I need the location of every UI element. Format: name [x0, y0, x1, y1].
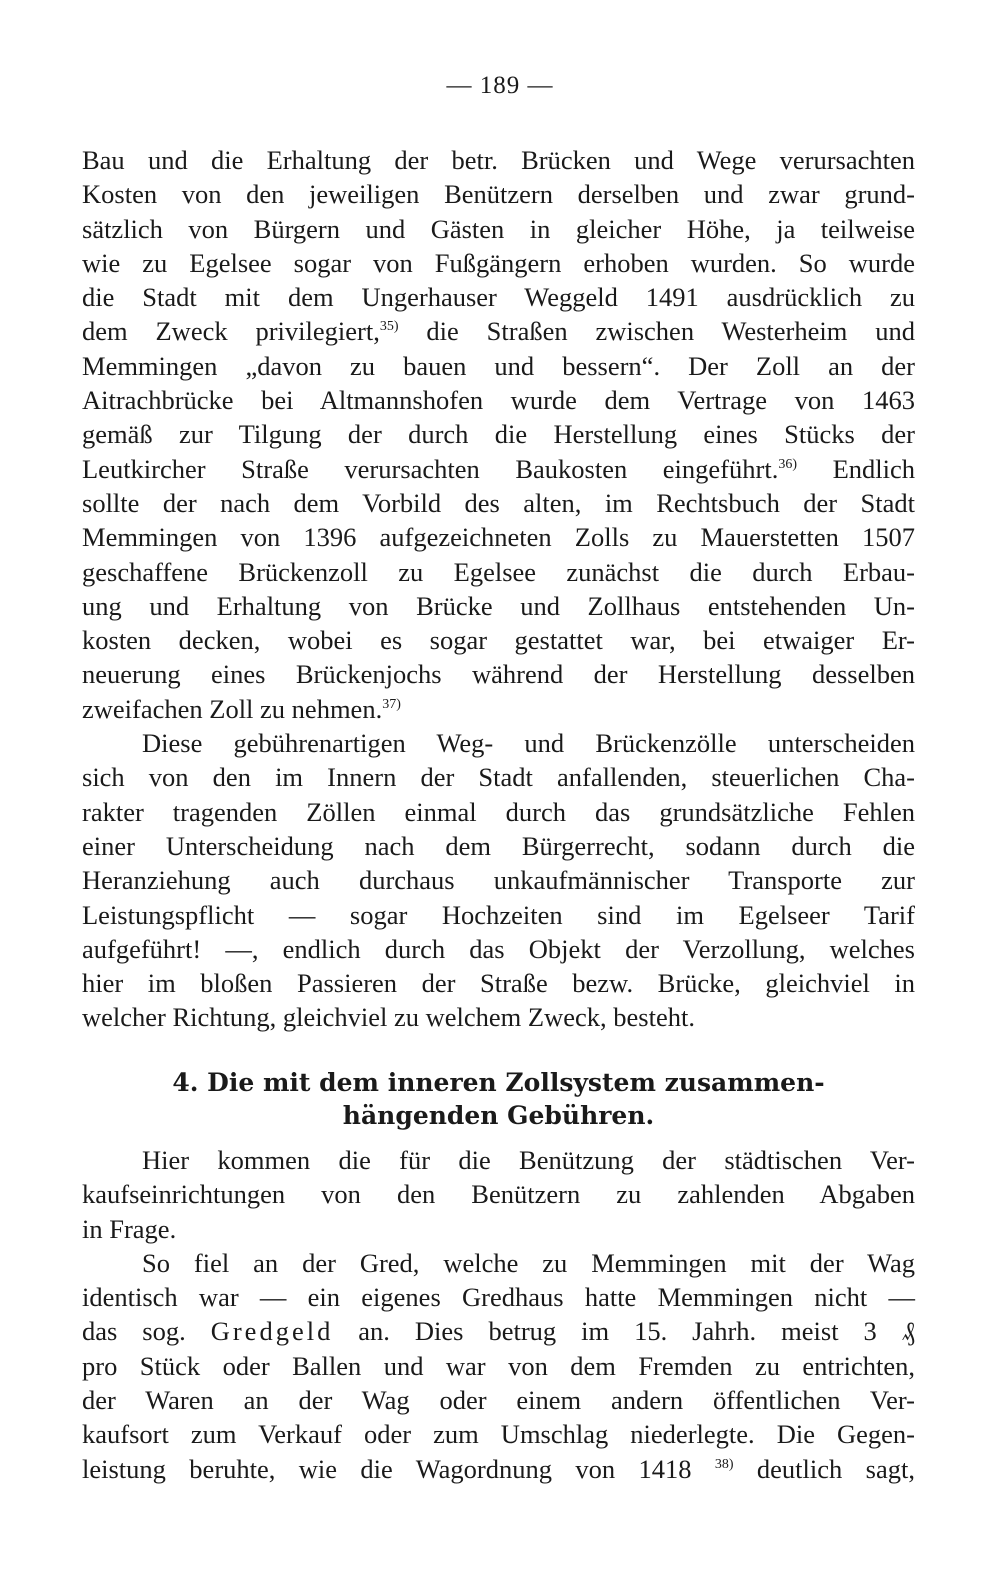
text-line: in Frage.	[82, 1213, 177, 1244]
footnote-ref-36: 36)	[778, 456, 797, 472]
section-heading	[82, 1066, 915, 1132]
text-fragment: Endlich	[797, 453, 915, 484]
text-line: sollte der nach dem Vorbild des alten, im Rechtsbuch der Stadt	[82, 487, 915, 518]
text-line: kaufseinrichtungen von den Benützern zu zahlenden Abgaben	[82, 1179, 915, 1210]
text-line: pro Stück oder Ballen und war von dem Fremden zu entrichten,	[82, 1350, 915, 1381]
text-line: neuerung eines Brückenjochs während der Herstellung desselben	[82, 659, 915, 690]
text-line: Kosten von den jeweiligen Benützern derselben und zwar grund-	[82, 179, 915, 210]
text-line: sätzlich von Bürgern und Gästen in gleicher Höhe, ja teilweise	[82, 213, 915, 244]
text-line: Hier kommen die für die Benützung der städtischen Ver-	[142, 1145, 915, 1175]
text-line: gemäß zur Tilgung der durch die Herstellung eines Stücks der	[82, 419, 915, 450]
text-line: hier im bloßen Passieren der Straße bezw. Brücke, gleichviel in	[82, 968, 915, 999]
text-line: ung und Erhaltung von Brücke und Zollhaus entstehenden Un-	[82, 590, 915, 621]
text-line	[82, 1452, 915, 1486]
footnote-ref-35: 35)	[379, 319, 399, 335]
text-line: Bau und die Erhaltung der betr. Brücken und Wege verursachten	[82, 145, 915, 175]
text-fragment: zweifachen Zoll zu nehmen.	[82, 693, 383, 724]
text-line: der Waren an der Wag oder einem andern öffentlichen Ver-	[82, 1385, 915, 1416]
text-line: welcher Richtung, gleichviel zu welchem Zweck, besteht.	[82, 1002, 695, 1033]
text-fragment: Leutkircher Straße verursachten Baukosten eingeführt.	[82, 453, 779, 484]
text-line: identisch war — ein eigenes Gredhaus hatte Memmingen nicht —	[82, 1282, 915, 1313]
text-fragment: das sog.	[82, 1316, 186, 1347]
page-number: — 189 —	[446, 72, 554, 99]
text-line: Memmingen von 1396 aufgezeichneten Zolls zu Mauerstetten 1507	[82, 522, 915, 553]
text-line: kosten decken, wobei es sogar gestattet war, bei etwaiger Er-	[82, 625, 915, 656]
footnote-ref-37: 37)	[382, 696, 401, 712]
paragraph-block-2	[82, 1143, 915, 1486]
text-line: wie zu Egelsee sogar von Fußgängern erhoben wurden. So wurde	[82, 247, 915, 278]
heading-line: 4. Die mit dem inneren Zollsystem zusammen-	[172, 1068, 825, 1097]
text-line: Heranziehung auch durchaus unkaufmännischer Transporte zur	[82, 865, 915, 896]
text-line: die Stadt mit dem Ungerhauser Weggeld 1491 ausdrücklich zu	[82, 282, 915, 313]
text-fragment: an. Dies betrug im 15. Jahrh. meist 3 ₰	[333, 1316, 916, 1347]
text-line: So fiel an der Gred, welche zu Memmingen mit der Wag	[142, 1247, 915, 1278]
text-line: kaufsort zum Verkauf oder zum Umschlag niederlegte. Die Gegen-	[82, 1419, 915, 1450]
text-line: einer Unterscheidung nach dem Bürgerrecht, sodann durch die	[82, 830, 915, 861]
emphasized-term: Gredgeld	[210, 1316, 334, 1347]
text-fragment: deutlich sagt,	[733, 1453, 915, 1484]
heading-line: hängenden Gebühren.	[342, 1101, 655, 1130]
text-line: sich von den im Innern der Stadt anfallenden, steuerlichen Cha-	[82, 762, 915, 793]
paragraph-block-1	[82, 143, 915, 1035]
text-fragment: die Straßen zwischen Westerheim und	[398, 316, 915, 347]
text-line	[82, 692, 915, 726]
text-line	[82, 1314, 915, 1348]
text-line	[82, 452, 915, 486]
text-line: Aitrachbrücke bei Altmannshofen wurde dem Vertrage von 1463	[82, 385, 915, 416]
text-line	[82, 314, 915, 348]
text-line: Diese gebührenartigen Weg- und Brückenzölle unterscheiden	[142, 728, 915, 759]
text-line: rakter tragenden Zöllen einmal durch das grundsätzliche Fehlen	[82, 796, 915, 827]
footnote-ref-38: 38)	[714, 1456, 734, 1472]
text-fragment: leistung beruhte, wie die Wagordnung von 1418	[82, 1453, 692, 1484]
text-line: geschaffene Brückenzoll zu Egelsee zunächst die durch Erbau-	[82, 556, 915, 587]
text-fragment: dem Zweck privilegiert,	[82, 316, 380, 347]
text-line: Memmingen „davon zu bauen und bessern“. Der Zoll an der	[82, 350, 915, 381]
text-line: Leistungspflicht — sogar Hochzeiten sind im Egelseer Tarif	[82, 899, 915, 930]
text-line: aufgeführt! —, endlich durch das Objekt der Verzollung, welches	[82, 933, 915, 964]
